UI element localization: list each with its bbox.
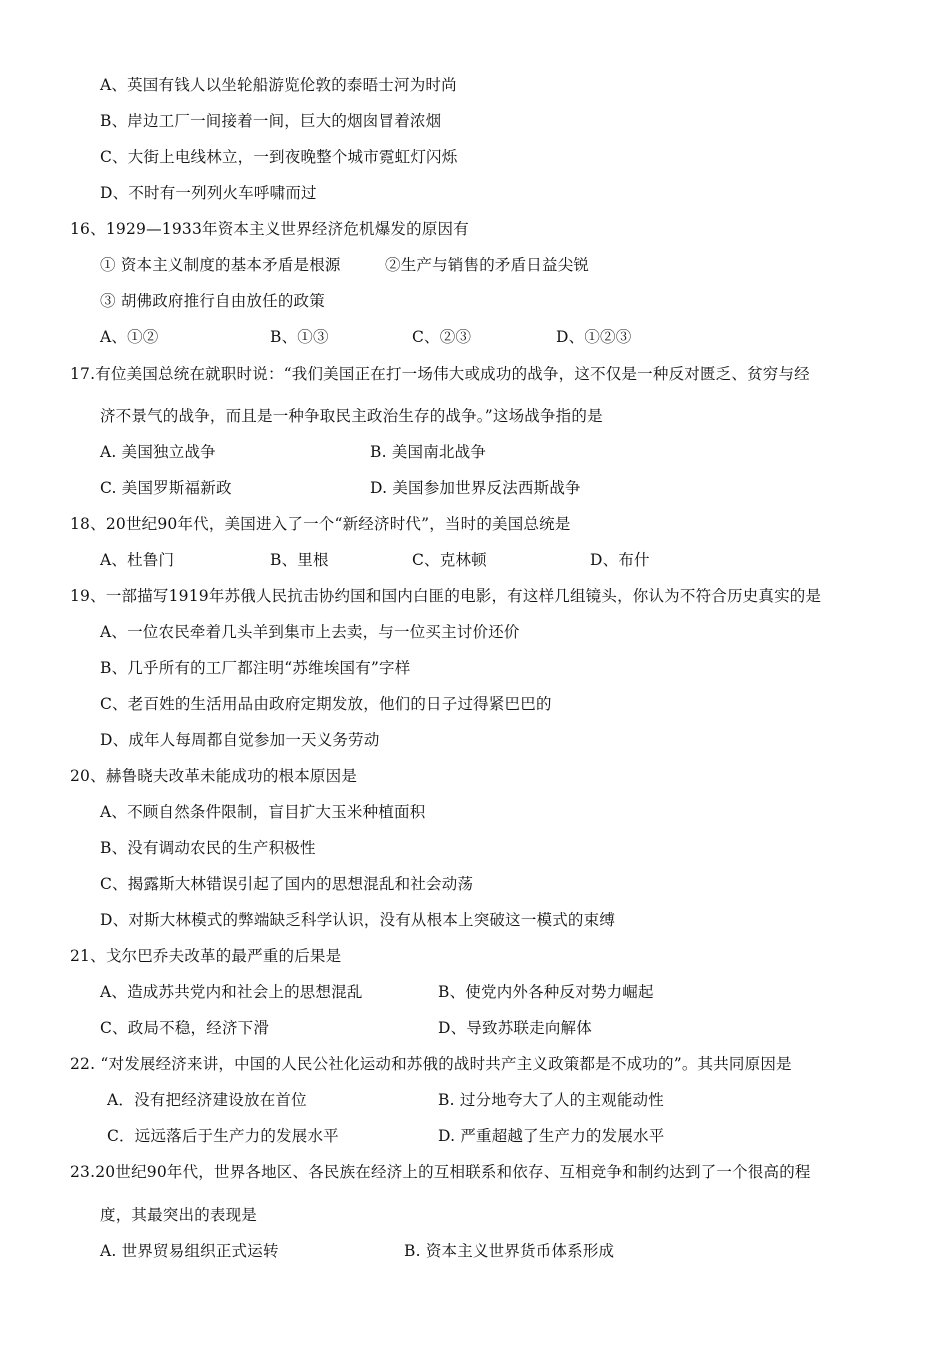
q22-option-a: A．没有把经济建设放在首位 xyxy=(107,1091,307,1109)
q17-stem-line-1: 17.有位美国总统在就职时说：“我们美国正在打一场伟大或成功的战争，这不仅是一种反对匮乏、贫穷与经 xyxy=(70,365,810,383)
q15-option-b: B、岸边工厂一间接着一间，巨大的烟囱冒着浓烟 xyxy=(100,112,442,130)
q19-option-c: C、老百姓的生活用品由政府定期发放，他们的日子过得紧巴巴的 xyxy=(100,695,552,713)
q23-stem-line-2: 度，其最突出的表现是 xyxy=(100,1206,258,1224)
q16-option-a: A、①② xyxy=(100,328,159,346)
q23-option-b: B. 资本主义世界货币体系形成 xyxy=(404,1242,615,1260)
q22-option-b: B. 过分地夸大了人的主观能动性 xyxy=(438,1091,664,1109)
q21-option-b: B、使党内外各种反对势力崛起 xyxy=(438,983,654,1001)
q20-option-a: A、不顾自然条件限制，盲目扩大玉米种植面积 xyxy=(100,803,426,821)
q16-option-d: D、①②③ xyxy=(556,328,632,346)
q15-option-a: A、英国有钱人以坐轮船游览伦敦的泰晤士河为时尚 xyxy=(100,76,457,94)
q23-option-a: A. 世界贸易组织正式运转 xyxy=(100,1242,279,1260)
q16-option-c: C、②③ xyxy=(412,328,472,346)
q20-option-d: D、对斯大林模式的弊端缺乏科学认识，没有从根本上突破这一模式的束缚 xyxy=(100,911,616,929)
q18-option-d: D、布什 xyxy=(590,551,650,569)
q19-option-d: D、成年人每周都自觉参加一天义务劳动 xyxy=(100,731,380,749)
q22-option-c: C．远远落后于生产力的发展水平 xyxy=(107,1127,339,1145)
q16-item-1: ① 资本主义制度的基本矛盾是根源 xyxy=(100,256,341,274)
q19-option-b: B、几乎所有的工厂都注明“苏维埃国有”字样 xyxy=(100,659,411,677)
q17-option-b: B. 美国南北战争 xyxy=(370,443,487,461)
q21-option-c: C、政局不稳，经济下滑 xyxy=(100,1019,270,1037)
q22-option-d: D. 严重超越了生产力的发展水平 xyxy=(438,1127,665,1145)
q23-stem-line-1: 23.20世纪90年代，世界各地区、各民族在经济上的互相联系和依存、互相竞争和制约达到了一个很高的程 xyxy=(70,1163,811,1181)
q17-option-d: D. 美国参加世界反法西斯战争 xyxy=(370,479,581,497)
q15-option-c: C、大街上电线林立，一到夜晚整个城市霓虹灯闪烁 xyxy=(100,148,458,166)
q21-option-a: A、造成苏共党内和社会上的思想混乱 xyxy=(100,983,363,1001)
q17-stem-line-2: 济不景气的战争，而且是一种争取民主政治生存的战争。”这场战争指的是 xyxy=(100,407,603,425)
q20-stem: 20、赫鲁晓夫改革未能成功的根本原因是 xyxy=(70,767,358,785)
q18-stem: 18、20世纪90年代，美国进入了一个“新经济时代”，当时的美国总统是 xyxy=(70,515,571,533)
q20-option-c: C、揭露斯大林错误引起了国内的思想混乱和社会动荡 xyxy=(100,875,474,893)
q16-option-b: B、①③ xyxy=(270,328,329,346)
q16-stem: 16、1929—1933年资本主义世界经济危机爆发的原因有 xyxy=(70,220,469,238)
q22-stem: 22. “对发展经济来讲，中国的人民公社化运动和苏俄的战时共产主义政策都是不成功的”。其共同原因是 xyxy=(70,1055,792,1073)
q16-item-3: ③ 胡佛政府推行自由放任的政策 xyxy=(100,292,325,310)
q19-stem: 19、一部描写1919年苏俄人民抗击协约国和国内白匪的电影，有这样几组镜头，你认为不符合历史真实的是 xyxy=(70,587,822,605)
q21-stem: 21、戈尔巴乔夫改革的最严重的后果是 xyxy=(70,947,342,965)
q15-option-d: D、不时有一列列火车呼啸而过 xyxy=(100,184,317,202)
q20-option-b: B、没有调动农民的生产积极性 xyxy=(100,839,316,857)
q18-option-b: B、里根 xyxy=(270,551,329,569)
q21-option-d: D、导致苏联走向解体 xyxy=(438,1019,592,1037)
q17-option-c: C. 美国罗斯福新政 xyxy=(100,479,232,497)
q18-option-c: C、克林顿 xyxy=(412,551,487,569)
q17-option-a: A. 美国独立战争 xyxy=(100,443,216,461)
q18-option-a: A、杜鲁门 xyxy=(100,551,175,569)
q19-option-a: A、一位农民牵着几头羊到集市上去卖，与一位买主讨价还价 xyxy=(100,623,520,641)
q16-item-2: ②生产与销售的矛盾日益尖锐 xyxy=(385,256,590,274)
